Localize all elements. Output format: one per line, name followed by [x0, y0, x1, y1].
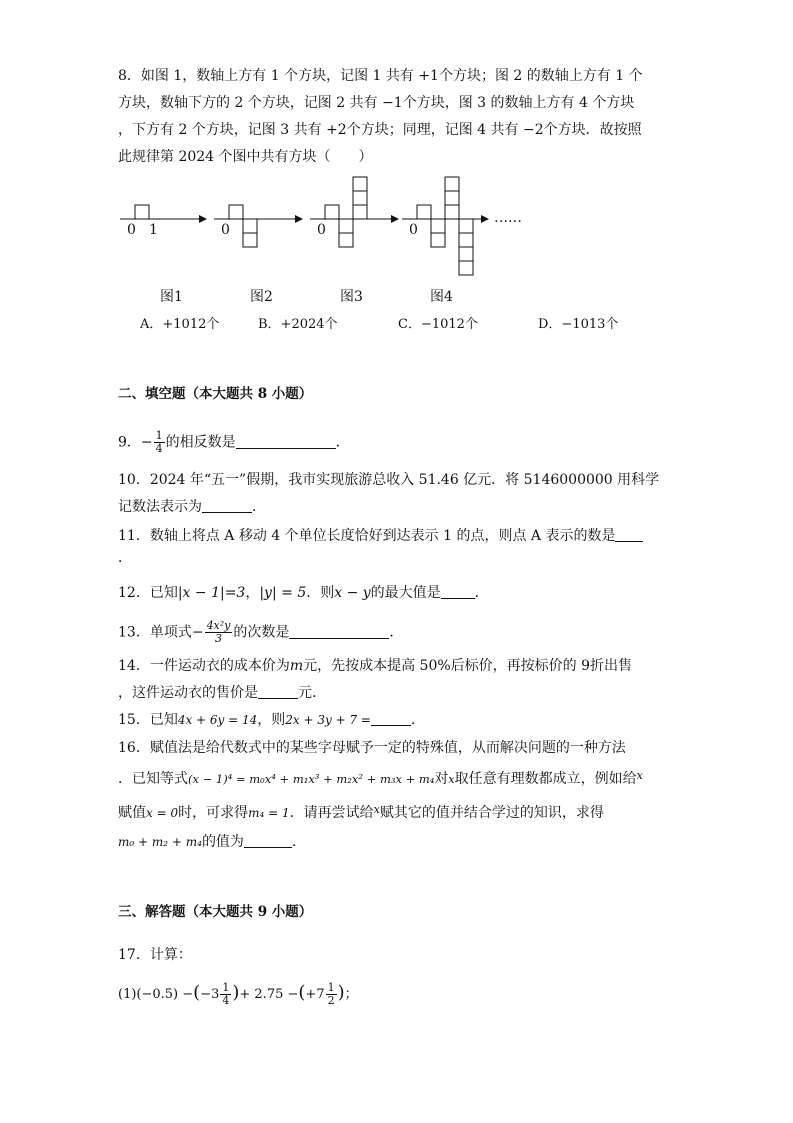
q17-title: 17．计算： [118, 947, 192, 963]
q14-answer-blank[interactable] [258, 684, 298, 699]
fig3-block [353, 191, 367, 205]
fig4-block [459, 247, 473, 261]
q12-abs-y: |y| = 5 [259, 585, 307, 601]
q17-part-1: (1)(−0.5) −(−3 $\frac{1}{4}$ )+ 2.75 −(+7 $\frac{1}{2}$ )； [118, 981, 358, 1007]
fig2-zero: 0 [221, 222, 230, 238]
q8-choices [140, 315, 618, 335]
choice-a[interactable]: A．+1012个 [140, 317, 220, 332]
q16-answer-blank[interactable] [244, 833, 292, 848]
fig4-block [459, 219, 473, 233]
q9-fraction: $\frac{1}{4}$ [155, 429, 163, 455]
section-2-title: 二、填空题（本大题共 8 小题） [118, 386, 313, 402]
fig2-block [229, 205, 243, 219]
q9-text: 的相反数是 [165, 434, 236, 451]
q11-answer-blank[interactable] [615, 527, 643, 542]
fig4-block [445, 191, 459, 205]
fig1-block [135, 205, 149, 219]
q15: 15．已知4x + 6y = 14，则2x + 3y + 7 = ． [118, 712, 425, 728]
fig3-block [339, 219, 353, 233]
fig4-zero: 0 [409, 222, 418, 238]
q8-line-1: 8．如图 1，数轴上方有 1 个方块，记图 1 共有 +1个方块；图 2 的数轴上方有 1 个 [118, 68, 643, 84]
q14-line-2: ，这件运动衣的售价是 元． [118, 685, 326, 701]
fig3-block [339, 233, 353, 247]
q16-identity: (x − 1)⁴ = m₀x⁴ + m₁x³ + m₂x² + m₃x + m₄ [188, 772, 435, 786]
q11-line-2: ． [118, 550, 132, 566]
fig4-block [459, 261, 473, 275]
fig-ellipsis: …… [494, 210, 522, 226]
q8-figure [118, 172, 558, 322]
section-3-title: 三、解答题（本大题共 9 小题） [118, 904, 313, 920]
q9-sign: − [140, 434, 153, 451]
q11-line-1: 11．数轴上将点 A 移动 4 个单位长度恰好到达表示 1 的点，则点 A 表示的数是 [118, 526, 643, 546]
q15-answer-blank[interactable] [371, 711, 411, 726]
fig2-block [243, 233, 257, 247]
q16-line-3: 赋值x = 0时，可求得m₄ = 1．请再尝试给$^x$赋其它的值并结合学过的知识，求得 [118, 803, 604, 821]
fig3-block [325, 205, 339, 219]
fig1-one: 1 [149, 222, 158, 238]
choice-d[interactable]: D．−1013个 [538, 317, 619, 332]
fig3-block [353, 177, 367, 191]
q12-answer-blank[interactable] [441, 584, 475, 599]
q8-line-3: ，下方有 2 个方块，记图 3 共有 +2个方块；同理，记图 4 共有 −2个方块．故按照 [118, 122, 642, 138]
fig4-block [431, 219, 445, 233]
q12-expression: x − y [334, 585, 371, 601]
q9: 9．− $\frac{1}{4}$ 的相反数是 ． [118, 429, 350, 455]
q14-line-1: 14．一件运动衣的成本价为m元，先按成本提高 50%后标价，再按标价的 9折出售 [118, 658, 633, 674]
fig4-block [431, 233, 445, 247]
fig4-block [445, 177, 459, 191]
fig4-block [445, 205, 459, 219]
fig2-caption: 图2 [250, 289, 273, 305]
q13: 13．单项式− $\frac{\text{4x²y}}{3}$ 的次数是 ． [118, 619, 404, 645]
q16-line-4: m₀ + m₂ + m₄的值为 ． [118, 834, 306, 850]
q9-answer-blank[interactable] [236, 434, 336, 449]
fig1-caption: 图1 [160, 289, 183, 305]
q16-line-2: ．已知等式(x − 1)⁴ = m₀x⁴ + m₁x³ + m₂x² + m₃x + m₄对x取任意有理数都成立，例如给$^x$ [118, 769, 643, 787]
fig3-zero: 0 [317, 222, 326, 238]
fig4-block [459, 233, 473, 247]
q12-abs-x: |x − 1|=3 [177, 585, 246, 601]
q8-line-2: 方块，数轴下方的 2 个方块，记图 2 共有 −1个方块，图 3 的数轴上方有 4 个方块 [118, 95, 635, 111]
q10-answer-blank[interactable] [202, 498, 252, 513]
q13-answer-blank[interactable] [289, 624, 389, 639]
q10-line-2: 记数法表示为 ． [118, 499, 266, 515]
q9-number: 9． [118, 434, 141, 451]
fig1-zero: 0 [127, 222, 136, 238]
q12: 12．已知|x − 1|=3，|y| = 5．则x − y的最大值是 ． [118, 585, 489, 601]
choice-b[interactable]: B．+2024个 [258, 317, 338, 332]
choice-c[interactable]: C．−1012个 [398, 317, 478, 332]
fig3-caption: 图3 [340, 289, 363, 305]
q16-line-1: 16．赋值法是给代数式中的某些字母赋予一定的特殊值，从而解决问题的一种方法 [118, 740, 626, 756]
q8-line-4: 此规律第 2024 个图中共有方块（ ） [118, 149, 373, 165]
fig2-block [243, 219, 257, 233]
q10-line-1: 10．2024 年“五一”假期，我市实现旅游总收入 51.46 亿元．将 5146000000 用科学 [118, 472, 660, 488]
fig4-block [417, 205, 431, 219]
fig4-caption: 图4 [430, 289, 453, 305]
fig3-block [353, 205, 367, 219]
q13-fraction: $\frac{\text{4x²y}}{3}$ [206, 619, 231, 645]
